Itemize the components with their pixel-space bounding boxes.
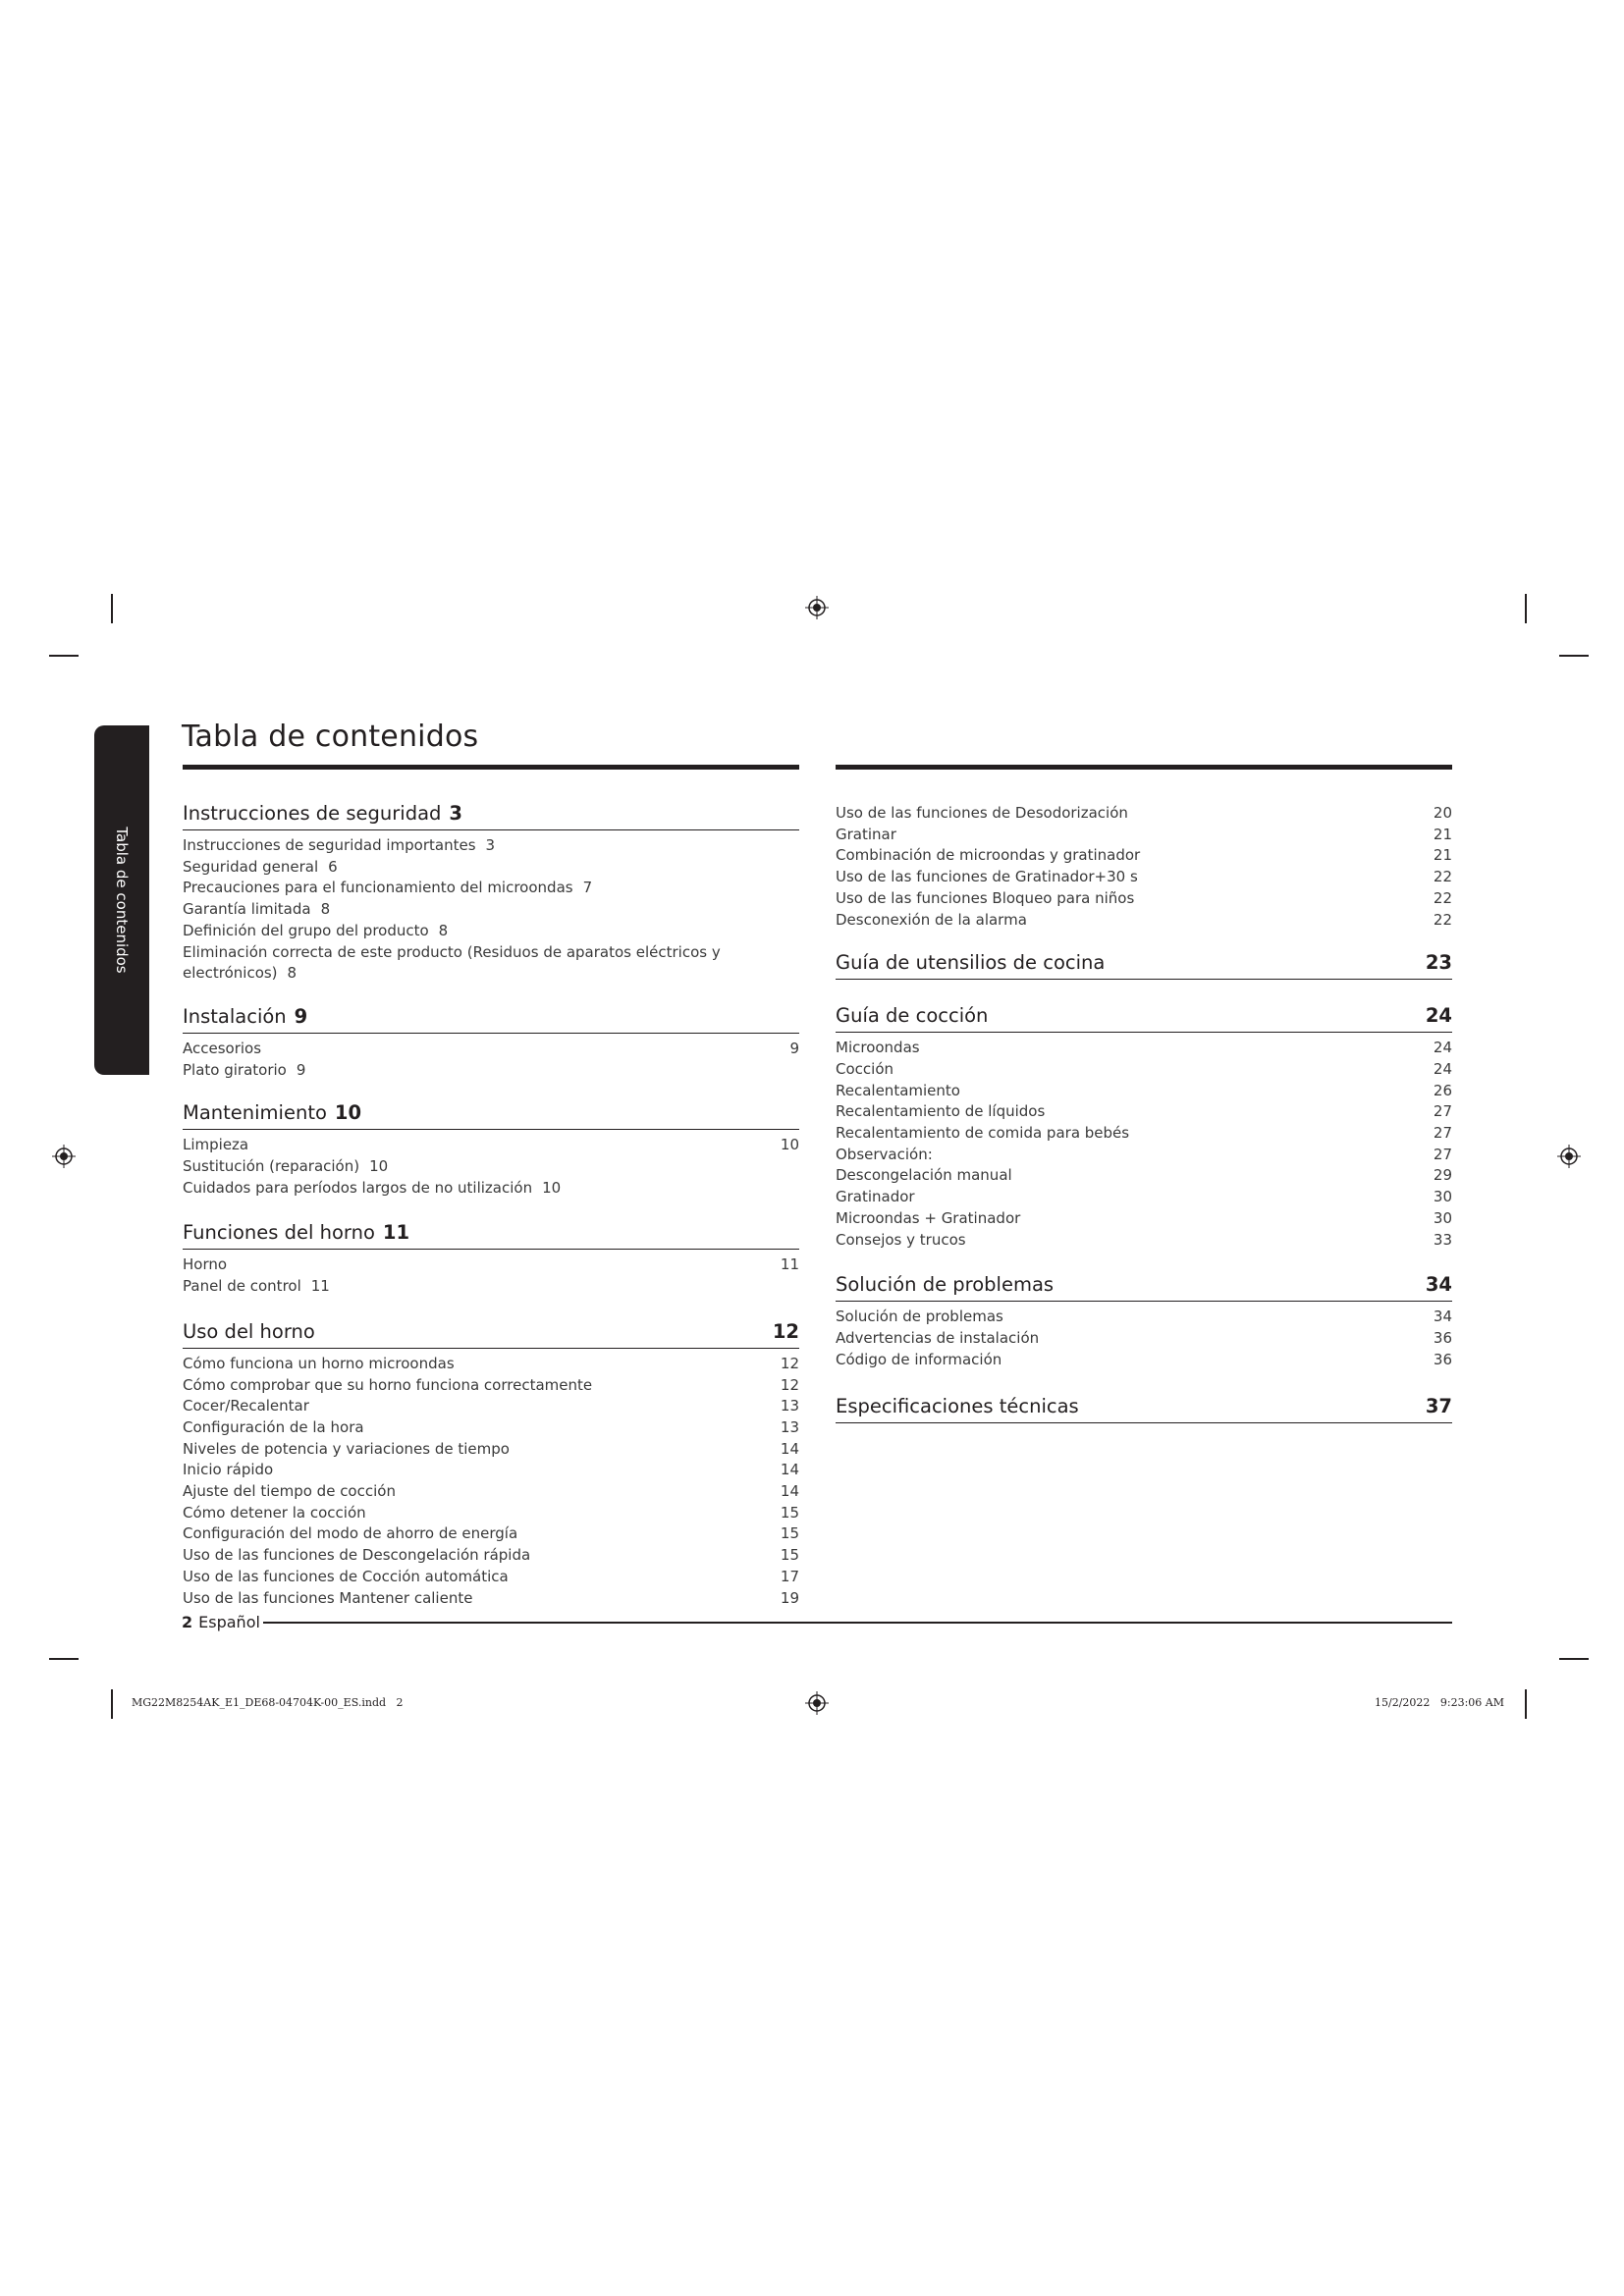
section-title-text: Solución de problemas [836,1273,1055,1297]
toc-entry[interactable] [836,1328,1452,1350]
section-title [183,801,462,827]
toc-entry-page: 22 [1433,910,1452,929]
toc-entry-list [183,1130,799,1199]
toc-entry[interactable] [183,1135,799,1156]
toc-entry-text: Solución de problemas [836,1308,1003,1326]
toc-entry[interactable] [836,867,1452,888]
toc-entry[interactable] [183,1375,799,1397]
toc-entry-page: 21 [1433,846,1452,865]
crop-mark [111,594,113,623]
toc-entry-text: Inicio rápido [183,1461,274,1479]
section-title [836,1394,1079,1419]
toc-entry-page: 13 [780,1397,799,1415]
toc-entry-page: 3 [485,836,496,854]
toc-entry-title [183,1375,592,1397]
crop-mark [49,655,79,657]
toc-entry-title [183,1276,330,1298]
toc-entry-text: Plato giratorio [183,1060,287,1079]
toc-entry-text: Instrucciones de seguridad importantes [183,836,476,854]
toc-entry-title [836,1059,893,1081]
column-rule-left [183,765,799,770]
column-rule-right [836,765,1452,770]
toc-entry-page: 14 [780,1439,799,1458]
toc-entry[interactable] [836,1038,1452,1059]
toc-entry-page: 8 [438,921,449,939]
toc-entry-title [836,803,1128,825]
toc-entry-page: 29 [1433,1166,1452,1185]
toc-entry-page: 14 [780,1461,799,1479]
page-title: Tabla de contenidos [182,720,479,754]
section-title [183,1004,307,1030]
section-title [836,1003,988,1029]
toc-entry-text: Uso de las funciones de Cocción automática [183,1567,509,1585]
toc-entry-text: Garantía limitada [183,900,311,919]
toc-entry-page: 20 [1433,804,1452,822]
print-slug-file: MG22M8254AK_E1_DE68-04704K-00_ES.indd 2 [132,1696,404,1709]
section-page-number: 10 [334,1101,362,1125]
toc-section [836,1003,1452,1251]
toc-entry-text: Recalentamiento [836,1081,960,1099]
toc-section [183,1319,799,1609]
toc-entry-title [183,899,330,921]
toc-entry-page: 6 [328,857,338,876]
toc-entry[interactable] [183,921,799,942]
toc-entry-list [836,1033,1452,1251]
toc-entry-title [836,1101,1045,1123]
section-title [183,1319,315,1345]
toc-entry-text: Seguridad general [183,857,319,876]
toc-section-heading[interactable] [836,950,1452,980]
toc-entry-page: 24 [1433,1059,1452,1078]
toc-entry-title [183,1460,273,1481]
toc-entry-title [183,1354,455,1375]
toc-entry-page: 24 [1433,1039,1452,1057]
toc-entry-title [836,888,1134,910]
toc-entry-text: Uso de las funciones Bloqueo para niños [836,888,1135,907]
toc-entry-page: 21 [1433,825,1452,843]
toc-entry-text: Observación: [836,1145,933,1163]
toc-entry-text: Ajuste del tiempo de cocción [183,1482,396,1501]
toc-entry-title [836,1307,1003,1328]
toc-entry-text: Microondas [836,1039,920,1057]
toc-entry-text: Uso de las funciones de Gratinador+30 s [836,868,1138,886]
toc-entry-page: 15 [780,1503,799,1522]
toc-section-heading[interactable] [836,1394,1452,1423]
toc-entry-title [183,1523,517,1545]
toc-entry-page: 13 [780,1417,799,1436]
section-title [183,1220,409,1246]
toc-entry-text: Configuración del modo de ahorro de energía [183,1524,518,1543]
section-title-text: Instrucciones de seguridad [183,802,442,825]
toc-section-heading[interactable] [183,1319,799,1349]
toc-entry-text: Definición del grupo del producto [183,921,429,939]
toc-entry[interactable] [836,910,1452,932]
toc-entry[interactable] [836,1145,1452,1166]
toc-entry[interactable] [183,1060,799,1082]
crop-mark [111,1689,113,1719]
toc-entry-page: 12 [780,1354,799,1372]
toc-section [183,1100,799,1199]
print-slug-date: 15/2/2022 9:23:06 AM [1375,1696,1504,1709]
toc-section [183,801,799,985]
toc-entry-text: Accesorios [183,1039,262,1057]
toc-entry-text: Uso de las funciones Mantener caliente [183,1588,473,1607]
toc-section-heading[interactable] [183,1100,799,1130]
toc-entry-text: Cocción [836,1059,893,1078]
toc-entry[interactable] [183,1354,799,1375]
toc-entry-text: Limpieza [183,1136,249,1154]
toc-section-heading[interactable] [183,1220,799,1250]
toc-section-heading[interactable] [183,1004,799,1034]
toc-entry-text: Eliminación correcta de este producto (Residuos de aparatos eléctricos y electrónicos) [183,942,721,983]
toc-entry-text: Consejos y trucos [836,1230,966,1249]
section-page-number: 12 [772,1319,799,1343]
toc-section-heading[interactable] [836,1272,1452,1302]
toc-entry-title [183,1503,366,1524]
section-page-number: 11 [382,1221,410,1245]
toc-entry-title [836,867,1138,888]
toc-entry-text: Recalentamiento de comida para bebés [836,1124,1130,1143]
toc-entry[interactable] [183,1417,799,1439]
section-title-text: Mantenimiento [183,1101,327,1125]
toc-entry-page: 15 [780,1546,799,1565]
toc-entry-list [183,830,799,985]
toc-entry-page: 22 [1433,868,1452,886]
toc-entry-text: Panel de control [183,1277,301,1296]
toc-entry-text: Microondas + Gratinador [836,1208,1021,1227]
toc-entry-title [183,921,448,942]
toc-entry[interactable] [836,1059,1452,1081]
toc-entry-title [183,1481,396,1503]
toc-section [836,950,1452,980]
toc-entry-title [183,1588,472,1610]
toc-entry-text: Sustitución (reparación) [183,1157,360,1176]
toc-entry[interactable] [183,1178,799,1200]
page-footer [182,1613,260,1631]
toc-entry-title [183,1567,509,1588]
toc-entry-text: Niveles de potencia y variaciones de tiempo [183,1439,510,1458]
toc-entry-text: Configuración de la hora [183,1417,364,1436]
toc-entry-page: 10 [780,1136,799,1154]
toc-entry-text: Uso de las funciones de Desodorización [836,804,1128,822]
toc-entry-text: Desconexión de la alarma [836,910,1027,929]
toc-entry[interactable] [183,878,799,899]
toc-entry[interactable] [183,1439,799,1461]
toc-entry-title [183,878,592,899]
toc-entry-page: 12 [780,1375,799,1394]
toc-entry-title [183,1255,227,1276]
toc-entry[interactable] [836,1101,1452,1123]
section-page-number: 9 [294,1004,308,1028]
toc-entry-text: Código de información [836,1350,1002,1368]
toc-entry[interactable] [836,1123,1452,1145]
toc-entry-page: 10 [369,1157,389,1176]
section-title-text: Especificaciones técnicas [836,1395,1079,1418]
toc-entry[interactable] [836,1230,1452,1252]
toc-entry-title [836,1328,1039,1350]
toc-entry[interactable] [836,888,1452,910]
toc-entry[interactable] [836,1350,1452,1371]
toc-entry-title [183,1135,248,1156]
toc-entry-text: Recalentamiento de líquidos [836,1102,1046,1121]
toc-entry-text: Combinación de microondas y gratinador [836,846,1141,865]
toc-entry-title [183,1396,309,1417]
toc-entry-page: 9 [789,1039,799,1057]
toc-entry-page: 22 [1433,888,1452,907]
section-title [836,1272,1054,1298]
toc-section [183,1004,799,1081]
toc-entry-text: Gratinar [836,825,896,843]
toc-entry-page: 11 [310,1277,330,1296]
toc-entry-page: 7 [582,879,593,897]
toc-entry[interactable] [836,1165,1452,1187]
toc-entry[interactable] [836,1187,1452,1208]
toc-entry-text: Cuidados para períodos largos de no utilización [183,1178,533,1197]
section-title-text: Guía de utensilios de cocina [836,951,1106,975]
toc-left-column [183,801,799,1609]
toc-entry-page: 36 [1433,1328,1452,1347]
toc-entry-page: 26 [1433,1081,1452,1099]
toc-entry[interactable] [183,1588,799,1610]
toc-entry-page: 30 [1433,1208,1452,1227]
section-page-number: 3 [449,802,462,825]
section-title-text: Uso del horno [183,1319,315,1343]
toc-entry-list [183,1034,799,1081]
toc-entry[interactable] [836,1307,1452,1328]
toc-entry-title [836,1187,915,1208]
toc-entry-page: 15 [780,1524,799,1543]
toc-entry[interactable] [836,825,1452,846]
section-title-text: Guía de cocción [836,1004,989,1028]
section-page-number: 34 [1425,1273,1452,1297]
toc-entry-list [836,803,1452,931]
toc-entry-title [183,1439,510,1461]
crop-mark [49,1658,79,1660]
toc-entry-page: 30 [1433,1188,1452,1206]
registration-mark-icon [1557,1145,1581,1168]
toc-entry-title [836,1123,1129,1145]
toc-entry-list [183,1349,799,1609]
toc-entry[interactable] [183,1567,799,1588]
toc-right-column [836,803,1452,1423]
toc-entry-title [836,1081,960,1102]
toc-entry-text: Cómo comprobar que su horno funciona correctamente [183,1375,593,1394]
section-title-text: Instalación [183,1004,287,1028]
toc-entry-page: 34 [1433,1308,1452,1326]
toc-entry[interactable] [183,857,799,879]
toc-entry-title [183,1060,305,1082]
toc-entry-page: 36 [1433,1350,1452,1368]
toc-entry[interactable] [836,803,1452,825]
toc-entry-title [183,1417,364,1439]
toc-entry[interactable] [183,1503,799,1524]
toc-entry[interactable] [183,1481,799,1503]
toc-entry-text: Horno [183,1255,228,1274]
toc-entry[interactable] [183,1396,799,1417]
toc-entry-page: 10 [542,1178,562,1197]
toc-entry-list [183,1250,799,1297]
toc-entry-page: 8 [287,964,298,983]
toc-entry-text: Cocer/Recalentar [183,1397,309,1415]
section-title [183,1100,361,1126]
toc-entry-page: 33 [1433,1230,1452,1249]
registration-mark-icon [805,596,829,619]
toc-entry[interactable] [183,1460,799,1481]
footer-language: Español [198,1613,260,1631]
toc-entry-page: 19 [780,1588,799,1607]
toc-entry-title [836,1230,966,1252]
section-title-text: Funciones del horno [183,1221,375,1245]
toc-entry[interactable] [836,1081,1452,1102]
toc-section [836,1394,1452,1423]
toc-entry-page: 27 [1433,1145,1452,1163]
crop-mark [1559,655,1589,657]
toc-entry[interactable] [183,1276,799,1298]
crop-mark [1525,1689,1527,1719]
toc-entry-page: 27 [1433,1124,1452,1143]
toc-entry-title [183,835,495,857]
toc-entry[interactable] [183,1545,799,1567]
toc-entry-text: Advertencias de instalación [836,1328,1040,1347]
registration-mark-icon [805,1691,829,1715]
toc-entry-text: Uso de las funciones de Descongelación rápida [183,1546,531,1565]
toc-section [836,803,1452,931]
crop-mark [1559,1658,1589,1660]
section-page-number: 23 [1425,951,1452,975]
toc-entry-text: Cómo detener la cocción [183,1503,366,1522]
toc-entry-text: Descongelación manual [836,1166,1012,1185]
section-page-number: 24 [1425,1004,1452,1028]
toc-entry[interactable] [183,1156,799,1178]
toc-entry-title [836,1208,1020,1230]
section-page-number: 37 [1425,1395,1452,1418]
footer-rule [263,1622,1452,1624]
section-title [836,950,1105,976]
page-number: 2 [182,1613,193,1631]
toc-entry-title [183,942,799,985]
toc-entry-text: Precauciones para el funcionamiento del microondas [183,879,573,897]
toc-entry[interactable] [183,1523,799,1545]
toc-entry-title [836,910,1027,932]
toc-entry[interactable] [183,899,799,921]
toc-entry-list [836,1302,1452,1370]
toc-entry-page: 11 [780,1255,799,1274]
side-tab-label: Tabla de contenidos [113,827,131,974]
toc-entry[interactable] [836,845,1452,867]
toc-entry-page: 9 [296,1060,306,1079]
toc-section-heading[interactable] [183,801,799,830]
toc-entry-page: 27 [1433,1102,1452,1121]
toc-entry-title [183,1039,261,1060]
toc-entry[interactable] [183,1039,799,1060]
toc-entry[interactable] [183,835,799,857]
toc-entry-title [183,1178,561,1200]
crop-mark [1525,594,1527,623]
toc-entry-page: 8 [320,900,331,919]
toc-entry-title [836,1165,1012,1187]
toc-entry-title [836,845,1140,867]
toc-entry[interactable] [183,942,799,985]
toc-entry[interactable] [836,1208,1452,1230]
toc-entry-title [836,825,896,846]
toc-entry-text: Gratinador [836,1188,915,1206]
toc-entry-page: 17 [780,1567,799,1585]
toc-entry-text: Cómo funciona un horno microondas [183,1354,455,1372]
toc-section-heading[interactable] [836,1003,1452,1033]
toc-entry-title [183,1545,530,1567]
toc-entry-title [836,1038,920,1059]
toc-entry-title [836,1350,1001,1371]
toc-entry-page: 14 [780,1482,799,1501]
toc-entry[interactable] [183,1255,799,1276]
registration-mark-icon [52,1145,76,1168]
toc-entry-title [183,1156,388,1178]
toc-section [836,1272,1452,1370]
toc-section [183,1220,799,1297]
toc-entry-title [836,1145,933,1166]
toc-entry-title [183,857,338,879]
